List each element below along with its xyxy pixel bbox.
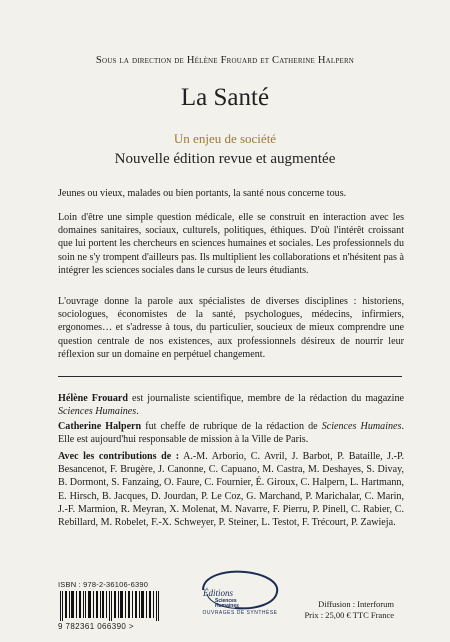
distribution-info: [304, 599, 394, 621]
author-bio-end: .: [136, 406, 139, 418]
logo-editions: Éditions: [203, 588, 234, 598]
edition-note: Nouvelle édition revue et augmentée: [114, 151, 336, 167]
author-bio-text: fut cheffe de rubrique de la rédaction de: [141, 421, 322, 432]
logo-sciences-humaines: Sciences Humaines: [215, 598, 239, 609]
book-subtitle: Un enjeu de société: [173, 131, 277, 146]
isbn-block: [58, 580, 178, 631]
author-name: Hélène Frouard: [58, 393, 129, 404]
isbn: ISBN : 978-2-36106-6390: [58, 580, 149, 589]
price: Prix : 25,00 € TTC France: [304, 610, 394, 620]
blurb-paragraph-3: L'ouvrage donne la parole aux spécialistes de diverses disciplines : historiens, sociologues, économistes de la santé, psychologues, médecins, infirmiers, ergonomes… et s'adresse à tous, du particulier, soucieux de mieux comprendre une question centrale de nos existences, aux professionnels désireux de nourrir leur réflexion sur un domaine en perpétuel changement.: [58, 296, 404, 360]
logo-tagline: OUVRAGES DE SYNTHÈSE: [202, 610, 278, 616]
magazine-name: Sciences Humaines: [321, 421, 402, 432]
author-bio-frouard: [58, 392, 404, 418]
divider: [58, 376, 402, 377]
blurb-paragraph-1: Jeunes ou vieux, malades ou bien portants, la santé nous concerne tous.: [58, 188, 347, 199]
diffusion: Diffusion : Interforum: [318, 599, 394, 609]
author-name: Catherine Halpern: [58, 421, 142, 432]
editors-line: Sous la direction de Hélène Frouard et Catherine Halpern: [95, 55, 355, 66]
author-bio-end: . Elle est aujourd'hui responsable de mission à la Ville de Paris.: [58, 421, 404, 446]
blurb-paragraph-2: Loin d'être une simple question médicale, elle se construit en interaction avec les domaines sanitaires, sociaux, culturels, politiques, éthiques. D'où l'intérêt croissant que lui portent les chercheurs en sciences humaines et sociales. Les professionnels du soin ne s'y trompent d'ailleurs pas. Ils multiplient les collaborations et n'hésitent pas à intégrer les sciences sociales dans le cursus de leurs étudiants.: [58, 212, 404, 276]
contributors-list: A.-M. Arborio, C. Avril, J. Barbot, P. Bataille, J.-P. Besancenot, F. Brugère, J. Canonne, C. Capuano, M. Castra, M. Deshayes, S. Divay, B. Dormont, S. Fanzaing, O. Faure, C. Fournier, É. Giroux, C. Halpern, L. Hartmann, E. Hirsch, B. Jacques, D. Jourdan, P. Le Coz, G. Marchand, P. Marichalar, C. Marin, J.-F. Marmion, R. Meyran, X. Molenat, M. Navarre, F. Pierru, P. Pinell, C. Rabier, C. Rebillard, M. Robelet, F.-X. Schweyer, P. Steiner, L. Testot, F. Trécourt, P. Zawieja.: [58, 451, 404, 529]
publisher-logo: [185, 568, 295, 628]
barcode-number: 9 782361 066390 >: [58, 622, 134, 631]
contributors-label: Avec les contributions de :: [58, 451, 180, 462]
barcode-icon: [58, 591, 168, 621]
contributors: [58, 450, 404, 529]
author-bio-text: est journaliste scientifique, membre de la rédaction du magazine: [128, 393, 404, 404]
magazine-name: Sciences Humaines: [58, 406, 137, 418]
book-title: La Santé: [180, 84, 270, 111]
author-bio-halpern: [58, 420, 404, 446]
